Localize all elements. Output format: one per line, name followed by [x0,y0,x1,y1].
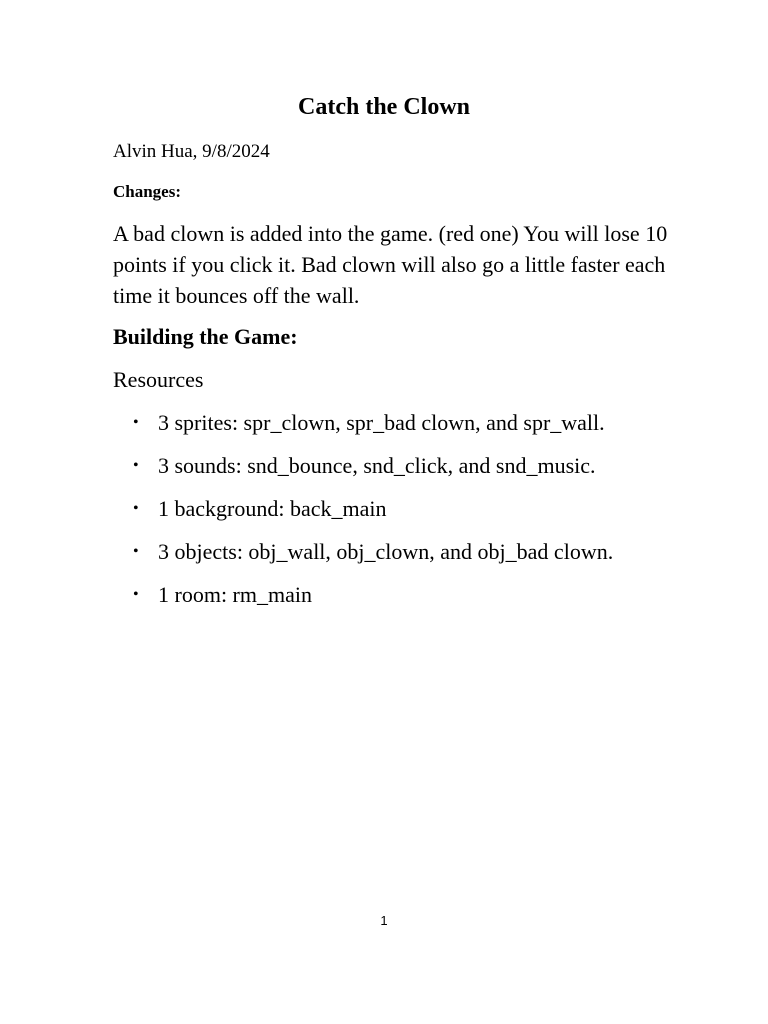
bullet-icon: • [133,586,139,603]
list-item-text: 1 background: back_main [158,496,387,521]
changes-paragraph: A bad clown is added into the game. (red one) You will lose 10 points if you click it. Bad clown will also go a little faster each time it bounces off the wall. [113,221,668,308]
changes-heading: Changes: [113,182,182,201]
bullet-icon: • [133,543,139,560]
bullet-icon: • [133,457,139,474]
list-item [113,409,613,452]
document-title: Catch the Clown [298,94,470,120]
list-item-text: 3 sprites: spr_clown, spr_bad clown, and spr_wall. [158,410,605,435]
resource-list [113,409,613,624]
list-item [113,581,613,624]
building-section-heading: Building the Game: [113,324,298,349]
list-item-text: 1 room: rm_main [158,582,312,607]
author-date-line: Alvin Hua, 9/8/2024 [113,141,270,162]
list-item [113,495,613,538]
list-item [113,538,613,581]
list-item [113,452,613,495]
list-item-text: 3 sounds: snd_bounce, snd_click, and snd_music. [158,453,596,478]
bullet-icon: • [133,500,139,517]
resources-label: Resources [113,367,204,392]
bullet-icon: • [133,414,139,431]
list-item-text: 3 objects: obj_wall, obj_clown, and obj_bad clown. [158,539,614,564]
page-number: 1 [380,913,388,928]
